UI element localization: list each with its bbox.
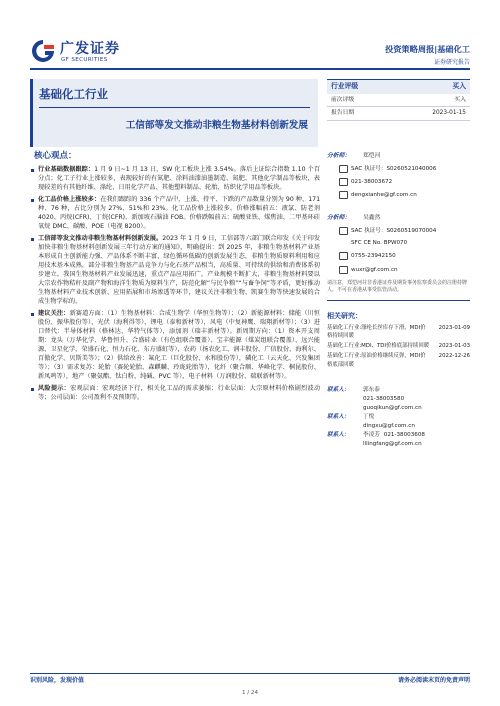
rating-header [327, 79, 470, 94]
contact-email[interactable]: lilingfang@gf.com.cn [363, 441, 422, 448]
analyst-name: 郑恺河 [363, 153, 381, 159]
previous-rating-value: 买入 [454, 96, 466, 103]
contact-email[interactable]: dingxu@gf.com.cn [363, 423, 415, 430]
phone-number: 0755-23942150 [351, 253, 396, 259]
bullet-text: 新赛道方面：（1）生物基材料：合成生物学（华恒生物等）；（2）新能源材料：储能（川恒股份、振华股份等），光伏（海利得等），锂电（泰和新材等），风电（中复神鹰、瑞翔新材等）；（3）进口替代：半导体材料（格林达、华特气体等），添加剂（瑞丰新材等）。新周期方向：（1）资本开支周期：龙头（万华化学、华鲁恒升、合盛硅业（有色组联合覆盖）、宝丰能源（煤炭组联合覆盖）、远兴能源、卫星化学、荣盛石化、恒力石化、东方盛虹等），农药（扬农化工、润丰股份、广信股份、海利尔、百傲化学、贝斯美等）；（2）供给改善：氟化工（巨化股份、永和股份等），磷化工（云天化、兴发集团等）；（3）需求复苏：轮胎（赛轮轮胎、森麒麟、玲珑轮胎等），化纤（聚合顺、华峰化学、桐昆股份、新凤鸣等），地产（聚氨酯、钛白粉、纯碱、PVC 等），电子材料（万润股份、瑞联新材等）。 [38, 309, 320, 380]
rating-box [327, 79, 470, 121]
contact-phone: 021-38003580 [363, 396, 405, 403]
bullet-text: 1 月 9 日~1 月 13 日，SW 化工板块上涨 3.54%。落后上证综合指数 1.10 个百分点；化工子行业上涨较多，表现较好的有氮肥、涂料油漆油墨制造、氮肥、其他化学制品等板块，表现较差的有其他纤维、涤纶、日用化学产品、其他塑料制品、轮胎、纺织化学用品等板块。 [38, 166, 321, 191]
report-subtype: 证券研究报告 [433, 58, 470, 66]
analyst-label: 分析师： [327, 153, 351, 159]
rating-label: 行业评级 [331, 82, 359, 90]
contact-phone: 021-38003608 [383, 432, 425, 439]
report-date-label: 报告日期 [331, 110, 355, 117]
header-divider [30, 68, 470, 70]
email-address[interactable]: wuxr@gf.com.cn [351, 267, 398, 273]
report-title: 工信部等发文推动非粮生物基材料创新发展 [125, 120, 308, 131]
industry-name: 基础化工行业 [39, 87, 108, 101]
contact-name: 李凌芳 [363, 432, 380, 439]
email-icon [339, 266, 348, 274]
related-title[interactable]: 基础化工行业:原油价格继续反弹，MDI价格底部回暖 [327, 353, 426, 368]
phone-number: 021-38003672 [351, 179, 393, 185]
phone-icon [339, 252, 348, 260]
page-number: 1 / 24 [241, 690, 259, 696]
analyst-name: 吴鑫然 [363, 215, 381, 221]
sfc-row [339, 239, 407, 247]
previous-rating-label: 前次评级 [331, 96, 355, 103]
contact-label: 联系人： [327, 432, 350, 439]
related-title[interactable]: 基础化工行业:涤纶长丝库存下滑，MDI价格持续回暖 [327, 325, 426, 340]
related-date: 2023-01-03 [438, 343, 470, 350]
related-research [327, 311, 470, 370]
sac-number: SAC 执证号：S0260519070004 [351, 228, 437, 234]
report-header [385, 44, 470, 68]
core-views-heading: 核心观点： [34, 151, 77, 161]
contact-label: 联系人： [327, 387, 350, 394]
phone-icon [339, 178, 348, 186]
contact-row [327, 386, 470, 395]
contacts [327, 386, 470, 449]
contact-name: 郭东泰 [363, 387, 380, 394]
related-heading: 相关研究： [327, 312, 362, 320]
related-title[interactable]: 基础化工行业:MDI、TDI价格底部持续回暖 [327, 343, 430, 350]
email-address[interactable]: dengxianhe@gf.com.cn [351, 192, 417, 198]
bullet-head: 建议关注： [38, 309, 70, 317]
footer-slogan: 识别风险，发现价值 [30, 677, 85, 684]
report-date-row [327, 107, 470, 120]
core-views [30, 166, 320, 406]
report-date-value: 2023-01-15 [432, 110, 466, 117]
analyst-panel [327, 152, 470, 300]
company-logo [30, 38, 130, 66]
phone-row [339, 178, 392, 186]
bullet-head: 工信部等发文推动非粮生物基材料创新发展。 [38, 234, 163, 242]
report-type: 投资策略周报|基础化工 [385, 44, 470, 54]
id-card-icon [339, 227, 348, 235]
analyst-card [327, 152, 470, 214]
bullet-policy [30, 235, 320, 307]
bullet-head: 化工品价格上涨较多： [38, 195, 101, 203]
logo-text-en: GF SECURITIES [61, 57, 108, 63]
footer-divider [30, 673, 470, 674]
analyst-card [327, 214, 470, 300]
email-icon [339, 191, 348, 199]
license-note: 请注意，郑恺河并非香港证券及期货事务监察委员会的注册持牌人，不可在香港从事受监管活动。 [327, 280, 470, 301]
sac-row [339, 165, 436, 173]
bullet-text: 在我们跟踪的 336 个产品中，上涨、持平、下跌的产品数量分别为 90 种、171 种、76 种，占比分别为 27%、51%和 23%。化工品价格上涨较多。价格涨幅前五：液氯、防老剂 4020、丙烷(CFR)、丁烷(CFR)、新加坡石脑油 FOB。价格跌幅前五：硫酸亚铁、煤焦油、二甲基环硅氧烷 DMC、碳酸、POE（电视 8200）。 [38, 195, 321, 230]
bullet-recommendations [30, 310, 320, 382]
sac-row [339, 227, 436, 235]
email-row[interactable] [339, 191, 417, 199]
contact-row [327, 413, 470, 422]
contact-name: 丁悦 [363, 414, 375, 421]
contact-email[interactable]: guoqikun@gf.com.cn [363, 405, 422, 412]
bullet-head: 行业基础数据跟踪： [38, 166, 95, 173]
bullet-risks [30, 385, 320, 403]
bullet-head: 风险提示： [38, 384, 71, 392]
rating-value: 买入 [452, 82, 466, 90]
related-item[interactable] [327, 323, 470, 341]
title-banner [30, 79, 318, 147]
phone-row [339, 252, 396, 260]
sfc-number: SFC CE No. BPW070 [351, 240, 408, 246]
contact-label: 联系人： [327, 414, 350, 421]
contact-row [327, 431, 470, 440]
related-date: 2023-01-09 [438, 325, 470, 332]
sac-number: SAC 执证号：S0260521040006 [351, 166, 437, 172]
related-item[interactable] [327, 341, 470, 351]
banner-divider [39, 107, 310, 108]
gf-logo-icon [30, 38, 56, 64]
email-row[interactable] [339, 266, 398, 274]
logo-text-cn: 广发证券 [60, 41, 120, 57]
bullet-prices [30, 196, 320, 232]
bullet-text: 2023 年 1 月 9 日，工信部等六部门联合印发《关于印发加快非粮生物基材料创新发展三年行动方案的通知》，明确提出：到 2025 年，非粮生物基材料产业基本形成自主创新能力强、产品体系不断丰富、绿色循环低碳的创新发展生态，非粮生物质原料利用和应用技术基本成熟，部分非粮生物基产品竞争力与化石基产品相当，高质量、可持续的供给和消费体系初步建立。我国生物基材料产业发展迅速，重点产品应用拓广，产业规模不断扩大，非粮生物基材料要以大宗农作物秸秆及副产物和海洋生物质为原料生产，防范化解“与民争粮”“与畜争饲”等矛盾，更好推动生物基材料产业技术创新、应用拓展和市场渗透等环节，建议关注非粮生物、凯赛生物等快速发展的合成生物学标的。 [38, 234, 321, 305]
related-item[interactable] [327, 351, 470, 369]
footer-disclaimer: 请务必阅读末页的免责声明 [397, 677, 470, 684]
bullet-text: 宏观层面：宏观经济下行，相关化工品的需求萎缩；行业层面：大宗原材料价格剧烈波动等；公司层面：公司盈利不及预期等。 [38, 384, 321, 401]
analyst-label: 分析师： [327, 215, 351, 221]
id-card-icon [339, 165, 348, 173]
related-date: 2022-12-26 [438, 353, 470, 360]
previous-rating-row [327, 94, 470, 107]
bullet-industry-data [30, 166, 320, 193]
